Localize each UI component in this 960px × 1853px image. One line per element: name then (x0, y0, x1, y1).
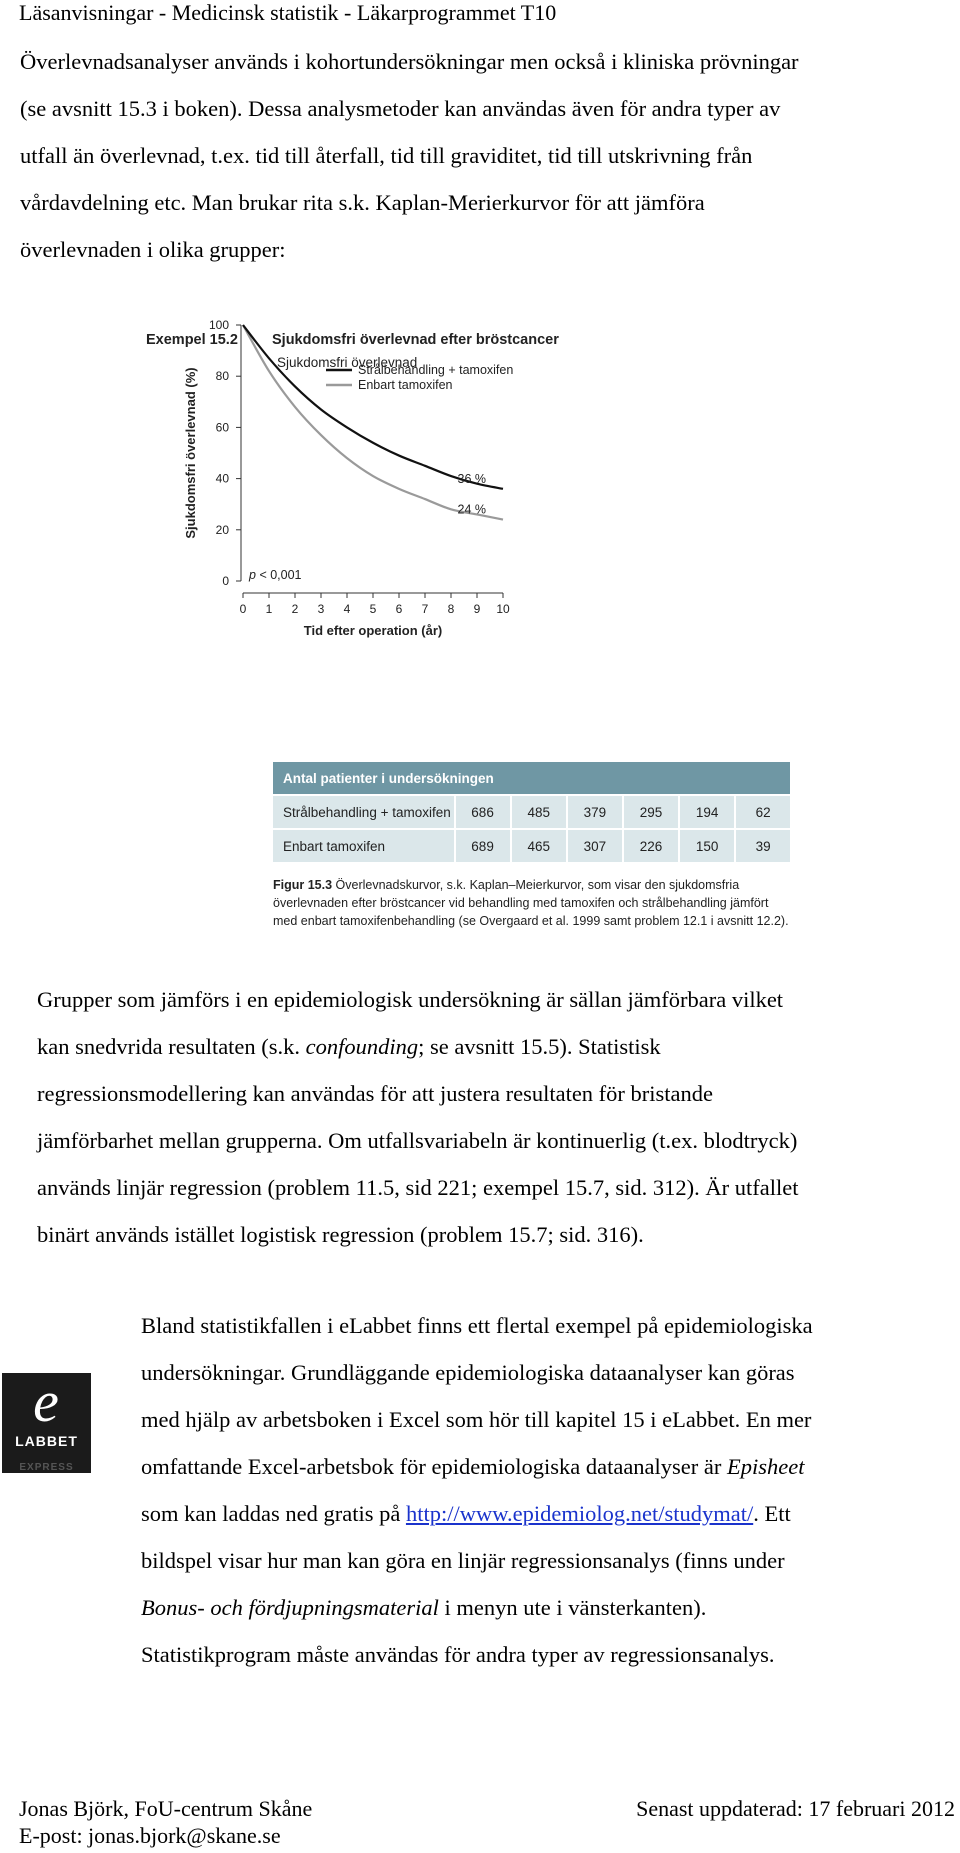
paragraph-line: Bland statistikfallen i eLabbet finns ett flertal exempel på epidemiologiska (141, 1313, 813, 1338)
confounding-paragraph (37, 976, 952, 1258)
data-label: 36 % (457, 471, 486, 486)
y-tick-label: 100 (208, 318, 229, 332)
paragraph-text: som kan laddas ned gratis på (141, 1501, 406, 1526)
elabbet-e-icon (2, 1373, 91, 1433)
series-line (243, 325, 503, 520)
paragraph-text: . Ett (753, 1501, 791, 1526)
paragraph-line: undersökningar. Grundläggande epidemiologiska dataanalyser kan göras (141, 1360, 795, 1385)
series-line (243, 325, 503, 489)
x-tick-label: 9 (473, 602, 481, 616)
x-tick-label: 3 (317, 602, 325, 616)
figure-title: Sjukdomsfri överlevnad efter bröstcancer (272, 332, 559, 348)
episheet-term: Episheet (727, 1454, 805, 1479)
elabbet-mark: e (33, 1373, 59, 1433)
legend-label: Enbart tamoxifen (358, 378, 453, 392)
paragraph-line: Grupper som jämförs i en epidemiologisk undersökning är sällan jämförbara vilket (37, 987, 784, 1012)
footer-updated: Senast uppdaterad: 17 februari 2012 (636, 1796, 955, 1821)
confounding-term: confounding (305, 1034, 419, 1059)
patients-table (273, 762, 790, 862)
x-tick-label: 5 (369, 602, 377, 616)
paragraph-line: med hjälp av arbetsboken i Excel som hör till kapitel 15 i eLabbet. En mer (141, 1407, 812, 1432)
table-cell: 689 (455, 829, 511, 862)
p-value-label: p < 0,001 (249, 568, 302, 582)
survival-figure (130, 318, 810, 968)
y-tick-label: 80 (215, 369, 229, 384)
table-row-label: Enbart tamoxifen (273, 829, 455, 862)
footer-author: Jonas Björk, FoU-centrum Skåne (19, 1796, 313, 1821)
patients-table-header-row (273, 762, 790, 795)
data-label: 24 % (457, 502, 486, 517)
paragraph-line: binärt används istället logistisk regression (problem 15.7; sid. 316). (37, 1222, 644, 1247)
y-tick-label: 60 (215, 420, 229, 435)
table-row (273, 829, 790, 862)
table-cell: 39 (735, 829, 790, 862)
y-tick-label: 20 (215, 522, 229, 537)
paragraph-line: används linjär regression (problem 11.5, sid 221; exempel 15.7, sid. 312). Är utfallet (37, 1175, 799, 1200)
x-tick-label: 1 (265, 602, 273, 616)
elabbet-logo (2, 1373, 91, 1473)
intro-line: Överlevnadsanalyser används i kohortundersökningar men också i kliniska prövningar (20, 49, 799, 74)
x-tick-label: 8 (447, 602, 455, 616)
x-tick-label: 0 (239, 602, 247, 616)
footer-email: E-post: jonas.bjork@skane.se (19, 1823, 281, 1848)
paragraph-text: omfattande Excel-arbetsbok för epidemiologiska dataanalyser är (141, 1454, 728, 1479)
paragraph-line (141, 1584, 951, 1631)
table-cell: 226 (623, 829, 679, 862)
figure-example-label: Exempel 15.2 (146, 332, 238, 348)
paragraph-line: Statistikprogram måste användas för andra typer av regressionsanalys. (141, 1642, 775, 1667)
paragraph-text: ; se avsnitt 15.5). Statistisk (418, 1034, 661, 1059)
table-cell: 379 (567, 795, 623, 829)
table-cell: 307 (567, 829, 623, 862)
intro-line: överlevnaden i olika grupper: (20, 237, 286, 262)
patients-table-header: Antal patienter i undersökningen (283, 770, 494, 786)
x-tick-label: 2 (291, 602, 299, 616)
epidemiolog-link[interactable]: http://www.epidemiolog.net/studymat/ (405, 1501, 754, 1526)
paragraph-line (37, 1023, 952, 1070)
elabbet-logo-subtext: EXPRESS (19, 1462, 74, 1473)
paragraph-line: bildspel visar hur man kan göra en linjär regressionsanalys (finns under (141, 1548, 785, 1573)
table-row-label: Strålbehandling + tamoxifen (273, 795, 455, 829)
intro-paragraph (20, 38, 955, 273)
elabbet-paragraph (141, 1302, 951, 1678)
y-tick-label: 40 (215, 471, 229, 486)
paragraph-line: regressionsmodellering kan användas för att justera resultaten för bristande (37, 1081, 714, 1106)
y-tick-label: 0 (222, 574, 229, 588)
figure-subtitle: Sjukdomsfri överlevnad (277, 355, 418, 370)
x-tick-label: 4 (343, 602, 351, 616)
kaplan-meier-chart (130, 318, 810, 763)
intro-line: vårdavdelning etc. Man brukar rita s.k. Kaplan-Merierkurvor för att jämföra (20, 190, 705, 215)
paragraph-line: jämförbarhet mellan grupperna. Om utfallsvariabeln är kontinuerlig (t.ex. blodtryck) (37, 1128, 798, 1153)
table-cell: 194 (679, 795, 735, 829)
table-cell: 62 (735, 795, 790, 829)
legend-label: Strålbehandling + tamoxifen (358, 363, 514, 377)
x-tick-label: 10 (496, 602, 510, 616)
figure-caption (273, 876, 793, 930)
bonus-material-term: Bonus- och fördjupningsmaterial (141, 1595, 439, 1620)
table-cell: 485 (511, 795, 567, 829)
elabbet-logo-text: LABBET (15, 1433, 78, 1449)
x-tick-label: 7 (421, 602, 429, 616)
table-cell: 295 (623, 795, 679, 829)
figure-caption-text: Överlevnadskurvor, s.k. Kaplan–Meierkurvor, som visar den sjukdomsfria överlevnaden efter bröstcancer vid behandling med tamoxifen och strålbehandling jämfört med enbart tamoxifenbehandling (se Overgaard et al. 1999 samt problem 12.1 i avsnitt 12.2). (273, 878, 789, 928)
paragraph-text: kan snedvrida resultaten (s.k. (37, 1034, 306, 1059)
intro-line: utfall än överlevnad, t.ex. tid till återfall, tid till graviditet, tid till utskrivning från (20, 143, 753, 168)
y-axis-label: Sjukdomsfri överlevnad (%) (183, 367, 198, 539)
paragraph-line (141, 1490, 951, 1537)
intro-line: (se avsnitt 15.3 i boken). Dessa analysmetoder kan användas även för andra typer av (20, 96, 781, 121)
paragraph-text: i menyn ute i vänsterkanten). (438, 1595, 707, 1620)
table-cell: 150 (679, 829, 735, 862)
table-row (273, 795, 790, 829)
x-tick-label: 6 (395, 602, 403, 616)
table-cell: 465 (511, 829, 567, 862)
paragraph-line (141, 1443, 951, 1490)
table-cell: 686 (455, 795, 511, 829)
page-header-title: Läsanvisningar - Medicinsk statistik - Läkarprogrammet T10 (19, 0, 557, 25)
figure-caption-label: Figur 15.3 (273, 878, 333, 892)
x-axis-label: Tid efter operation (år) (303, 623, 443, 638)
